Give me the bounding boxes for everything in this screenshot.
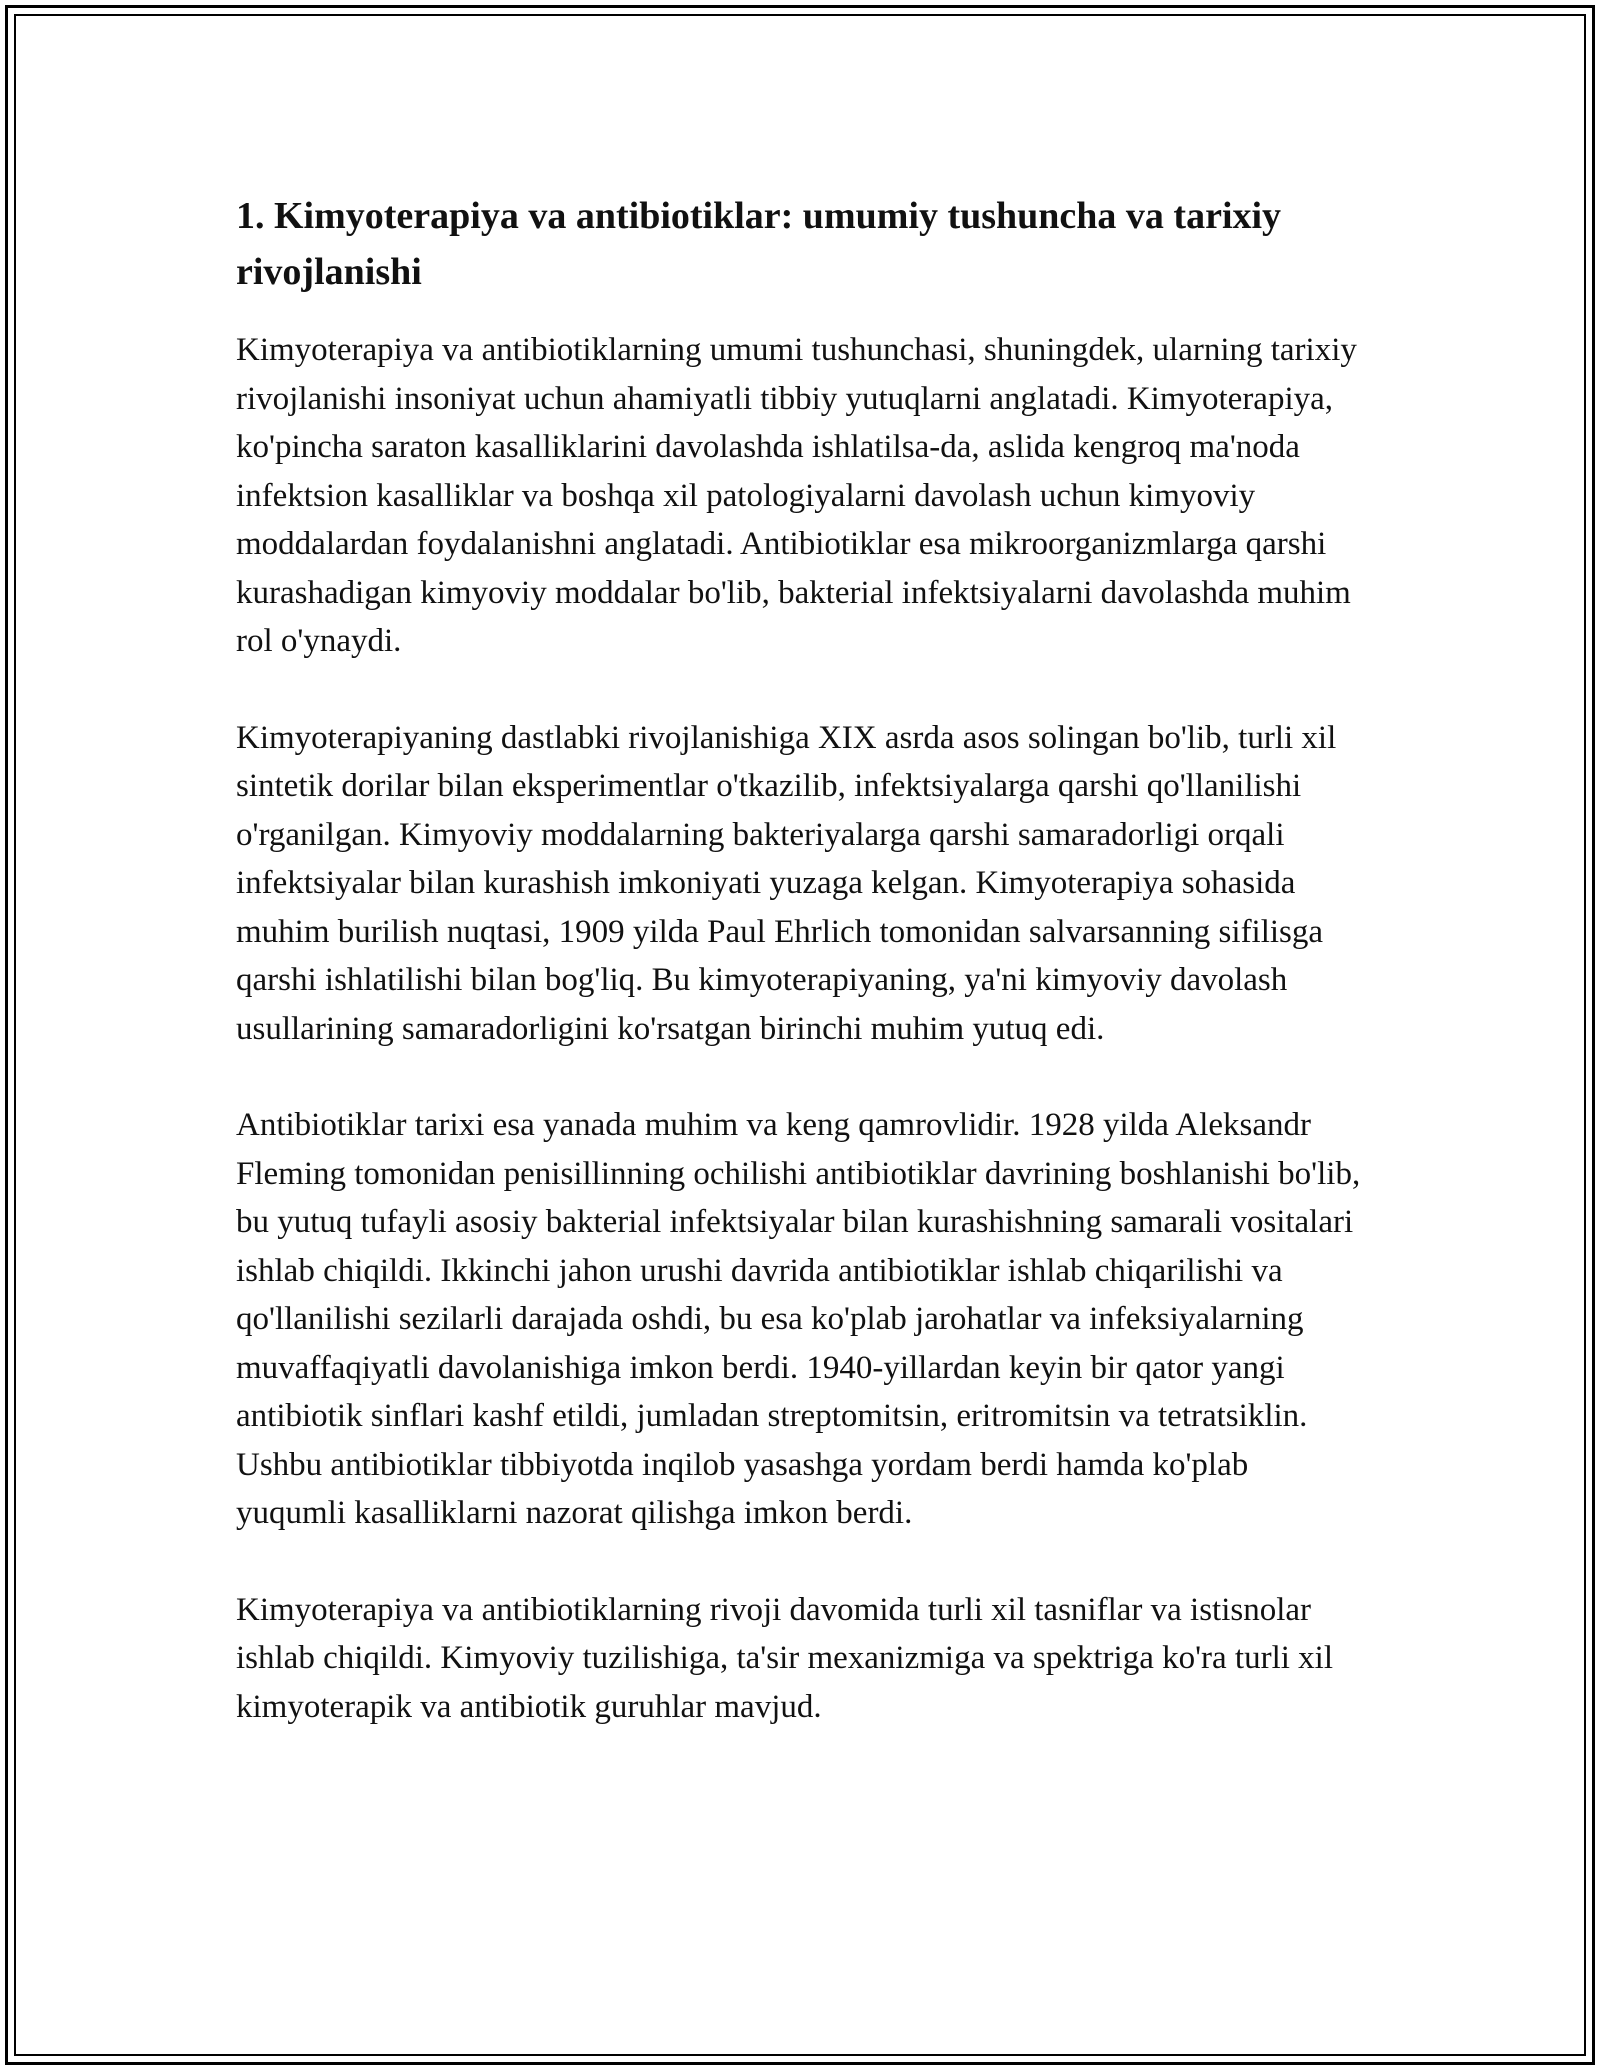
paragraph-antibiotics-history: Antibiotiklar tarixi esa yanada muhim va keng qamrovlidir. 1928 yilda Aleksandr Fleming tomonidan penisillinning ochilishi antibiotiklar davrining boshlanishi bo'lib, bu yutuq tufayli asosiy bakterial infektsiyalar bilan kurashishning samarali vositalari ishlab chiqildi. Ikkinchi jahon urushi davrida antibiotiklar ishlab chiqarilishi va qo'llanilishi sezilarli darajada oshdi, bu esa ko'plab jarohatlar va infeksiyalarning muvaffaqiyatli davolanishiga imkon berdi. 1940-yillardan keyin bir qator yangi antibiotik sinflari kashf etildi, jumladan streptomitsin, eritromitsin va tetratsiklin. Ushbu antibiotiklar tibbiyotda inqilob yasashga yordam berdi hamda ko'plab yuqumli kasalliklarni nazorat qilishga imkon berdi. [236,1107,1361,1531]
paragraph-chemotherapy-history: Kimyoterapiyaning dastlabki rivojlanishiga XIX asrda asos solingan bo'lib, turli xil sintetik dorilar bilan eksperimentlar o'tkazilib, infektsiyalarga qarshi qo'llanilishi o'rganilgan. Kimyoviy moddalarning bakteriyalarga qarshi samaradorligi orqali infektsiyalar bilan kurashish imkoniyati yuzaga kelgan. Kimyoterapiya sohasida muhim burilish nuqtasi, 1909 yilda Paul Ehrlich tomonidan salvarsanning sifilisga qarshi ishlatilishi bilan bog'liq. Bu kimyoterapiyaning, ya'ni kimyoviy davolash usullarining samaradorligini ko'rsatgan birinchi muhim yutuq edi. [236,719,1337,1047]
paragraph-classifications: Kimyoterapiya va antibiotiklarning rivoji davomida turli xil tasniflar va istisnolar ishlab chiqildi. Kimyoviy tuzilishiga, ta'sir mexanizmiga va spektriga ko'ra turli xil kimyoterapik va antibiotik guruhlar mavjud. [236,1591,1334,1725]
document-content [236,188,1366,1779]
section-title: 1. Kimyoterapiya va antibiotiklar: umumiy tushuncha va tarixiy rivojlanishi [236,195,1282,293]
paragraph-intro: Kimyoterapiya va antibiotiklarning umumi tushunchasi, shuningdek, ularning tarixiy rivojlanishi insoniyat uchun ahamiyatli tibbiy yutuqlarni anglatadi. Kimyoterapiya, ko'pincha saraton kasalliklarini davolashda ishlatilsa-da, aslida kengroq ma'noda infektsion kasalliklar va boshqa xil patologiyalarni davolash uchun kimyoviy moddalardan foydalanishni anglatadi. Antibiotiklar esa mikroorganizmlarga qarshi kurashadigan kimyoviy moddalar bo'lib, bakterial infektsiyalarni davolashda muhim rol o'ynaydi. [236,332,1357,659]
